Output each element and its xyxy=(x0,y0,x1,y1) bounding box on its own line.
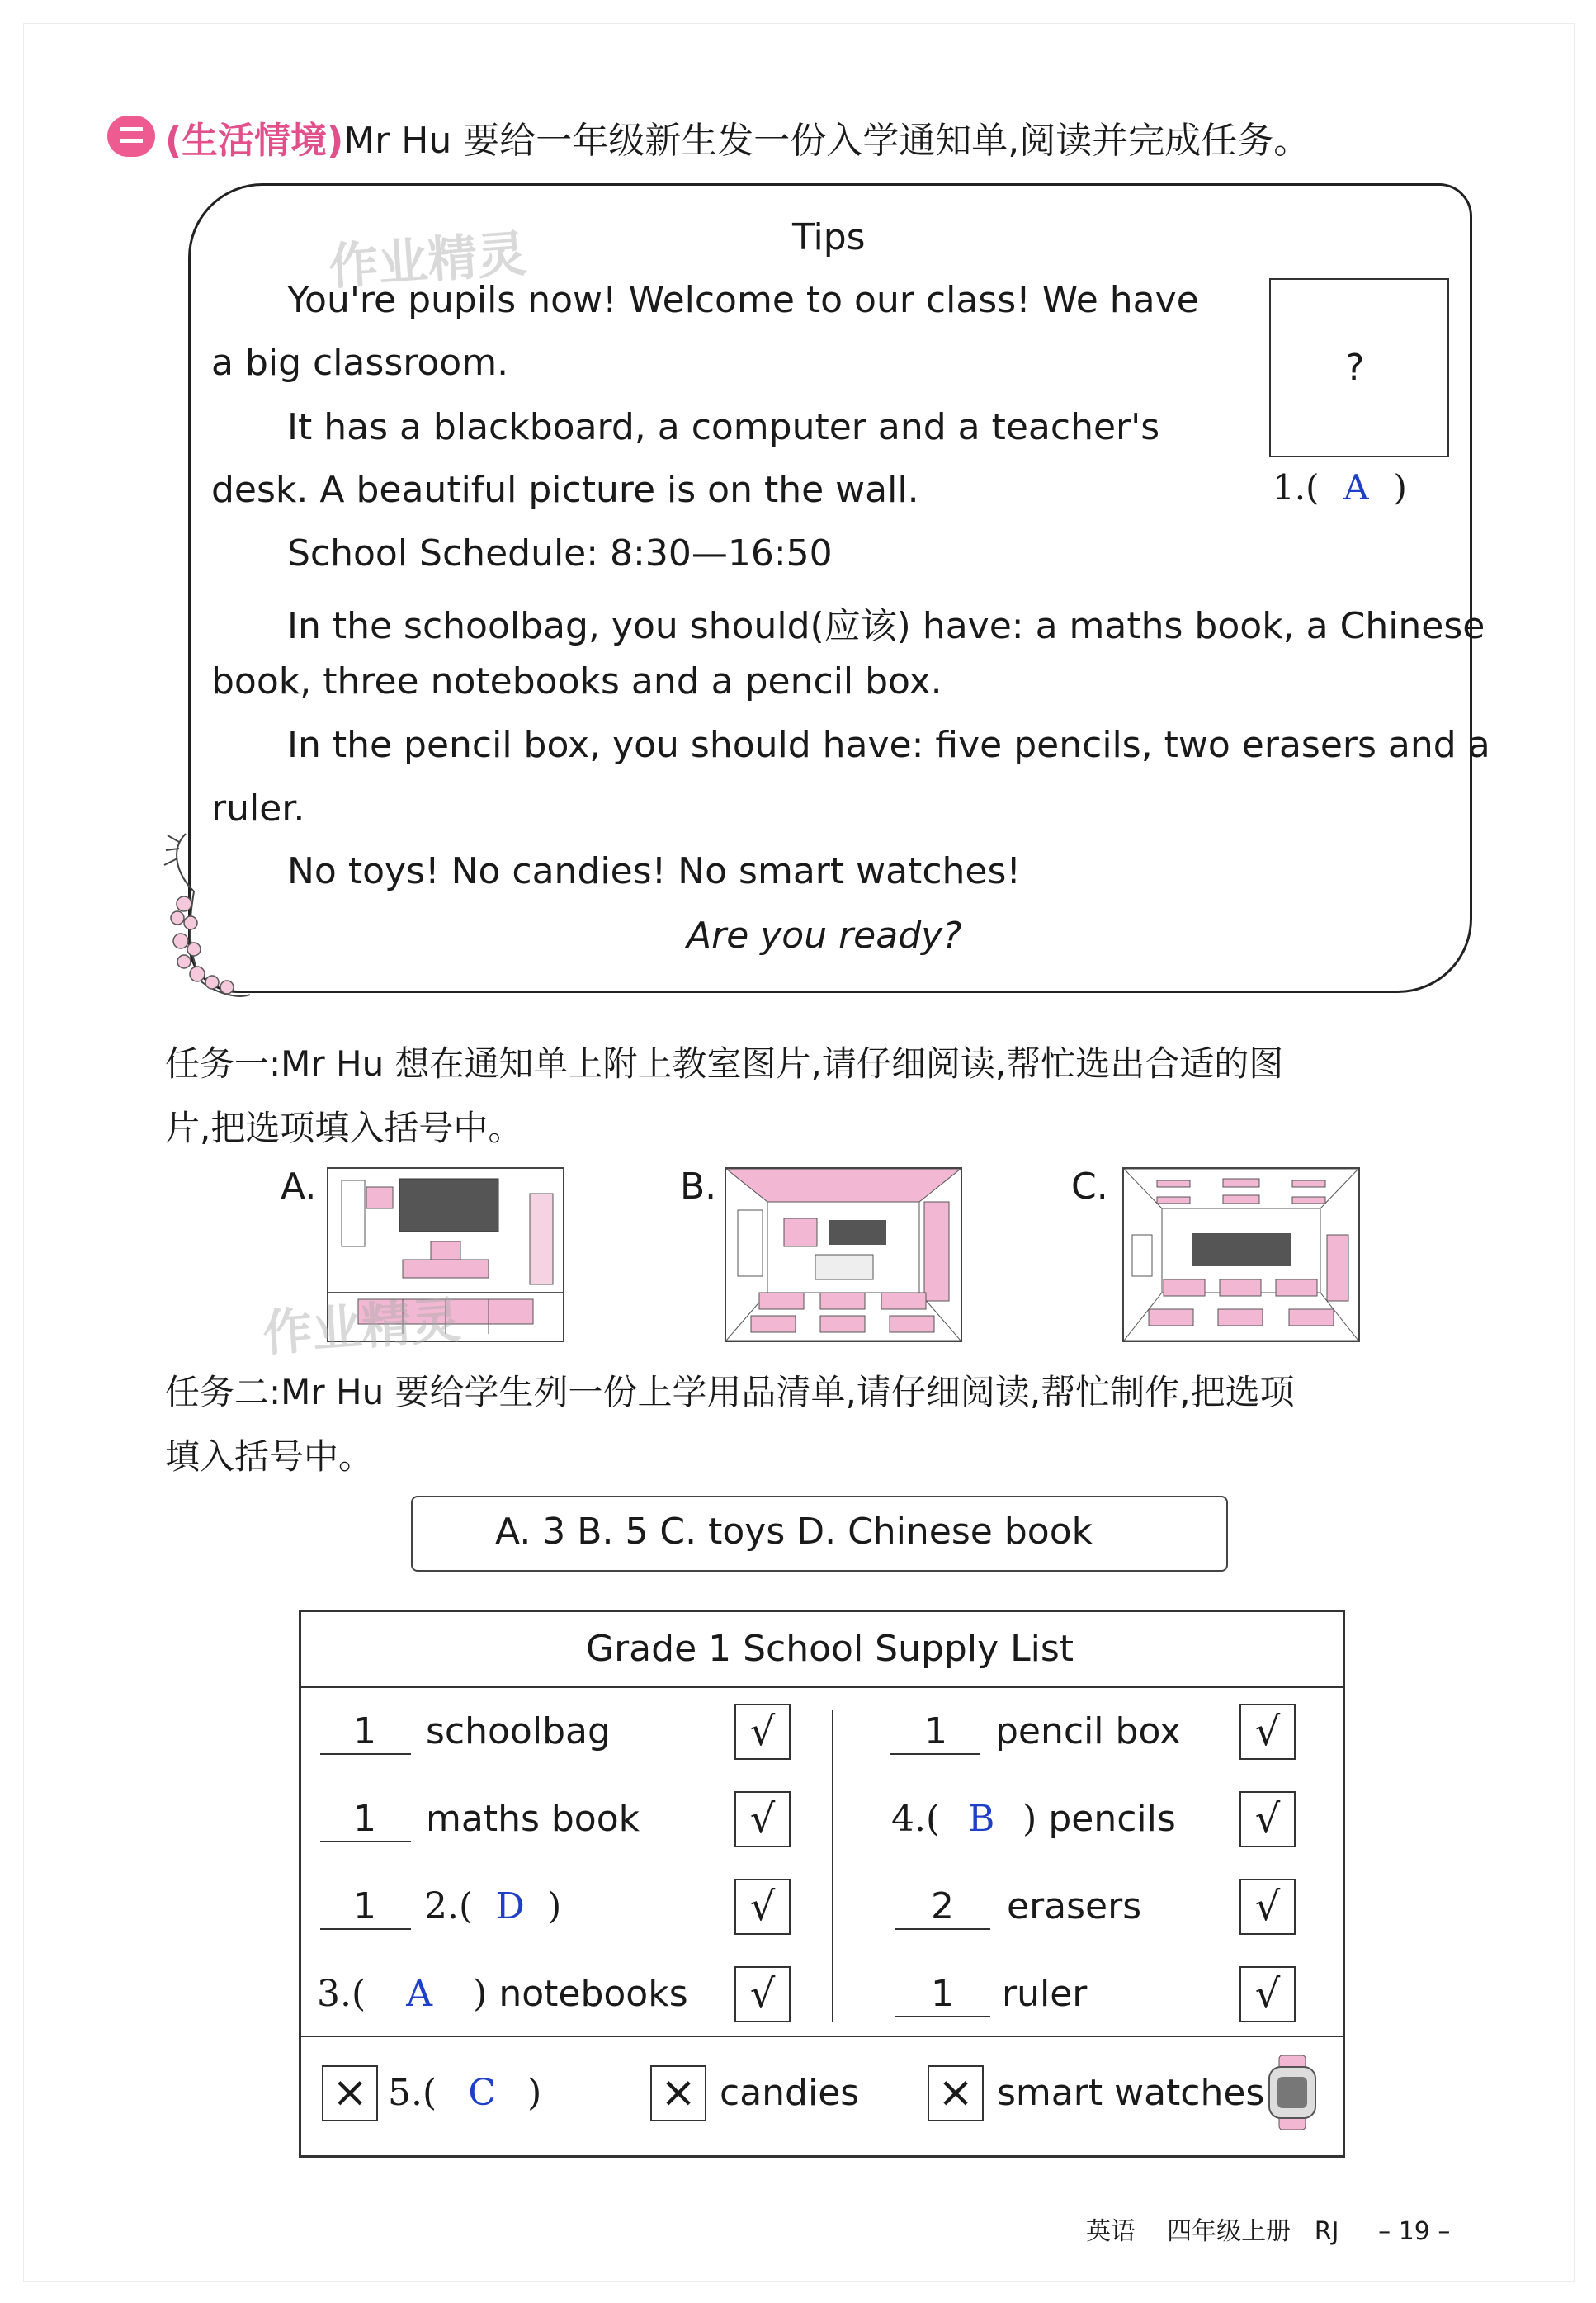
question-2-close: ) xyxy=(547,1885,562,1927)
smart-watch-icon xyxy=(1263,2055,1322,2130)
left-row-2-item: maths book xyxy=(426,1798,640,1840)
left-row-1-check[interactable]: √ xyxy=(734,1704,791,1760)
task-1-line-2: 片,把选项填入括号中。 xyxy=(165,1108,523,1148)
watermark-middle: 作业精灵 xyxy=(261,1291,463,1364)
question-5-answer: C xyxy=(468,2072,496,2114)
right-row-2-item: pencils xyxy=(1048,1798,1176,1840)
question-3 xyxy=(317,1973,688,2015)
left-row-2-qty: 1 xyxy=(353,1798,376,1840)
question-2-answer: D xyxy=(495,1885,525,1927)
right-row-3-qty: 2 xyxy=(931,1885,954,1927)
classroom-picture-c[interactable] xyxy=(1122,1167,1360,1342)
left-row-3-underline xyxy=(320,1928,411,1930)
bottom-cross-3[interactable]: × xyxy=(928,2065,984,2121)
task-2-line-1: 任务二:Mr Hu 要给学生列一份上学用品清单,请仔细阅读,帮忙制作,把选项 xyxy=(165,1372,1295,1412)
column-divider xyxy=(832,1710,833,2022)
tips-line-5: School Schedule: 8:30—16:50 xyxy=(287,532,833,575)
left-row-1-item: schoolbag xyxy=(426,1710,611,1752)
section-two-badge xyxy=(107,116,155,157)
tips-line-6: In the schoolbag, you should(应该) have: a maths book, a Chinese xyxy=(287,605,1485,647)
title-divider xyxy=(299,1686,1345,1688)
question-5-close: ) xyxy=(527,2072,542,2114)
bottom-cross-1[interactable]: × xyxy=(322,2065,378,2121)
left-row-3-check[interactable]: √ xyxy=(734,1879,791,1935)
bottom-cross-2[interactable]: × xyxy=(650,2065,706,2121)
picture-placeholder-mark: ? xyxy=(1345,347,1365,389)
section-tag: (生活情境) xyxy=(165,120,344,162)
right-row-1-item: pencil box xyxy=(995,1710,1182,1752)
left-row-4-check[interactable]: √ xyxy=(734,1966,791,2022)
left-row-2-underline xyxy=(320,1841,411,1842)
footer-subject: 英语 xyxy=(1086,2217,1136,2246)
right-row-3-underline xyxy=(895,1928,990,1930)
tips-line-3: It has a blackboard, a computer and a teacher's xyxy=(287,406,1160,448)
choices-text: A. 3 B. 5 C. toys D. Chinese book xyxy=(495,1511,1093,1553)
tips-line-1: You're pupils now! Welcome to our class! We have xyxy=(287,279,1199,321)
question-3-answer: A xyxy=(406,1973,433,2015)
question-4-label: 4.( xyxy=(891,1798,941,1840)
right-row-3-check[interactable]: √ xyxy=(1239,1879,1296,1935)
footer-grade: 四年级上册 xyxy=(1167,2217,1291,2246)
right-row-4-qty: 1 xyxy=(931,1973,954,2015)
instruction-text: Mr Hu 要给一年级新生发一份入学通知单,阅读并完成任务。 xyxy=(343,120,1310,162)
right-row-2-check[interactable]: √ xyxy=(1239,1791,1296,1847)
tips-title: Tips xyxy=(792,216,866,258)
page-footer xyxy=(1086,2211,1450,2247)
tips-line-10: No toys! No candies! No smart watches! xyxy=(287,850,1022,892)
footer-edition: RJ xyxy=(1314,2217,1339,2246)
tips-line-4: desk. A beautiful picture is on the wall. xyxy=(211,469,919,511)
task-1-line-1: 任务一:Mr Hu 想在通知单上附上教室图片,请仔细阅读,帮忙选出合适的图 xyxy=(165,1043,1284,1084)
tips-line-2: a big classroom. xyxy=(211,342,509,384)
right-row-4-check[interactable]: √ xyxy=(1239,1966,1296,2022)
flower-decoration-icon xyxy=(161,825,252,1007)
bottom-row-divider xyxy=(299,2036,1345,2037)
supply-list-title: Grade 1 School Supply List xyxy=(586,1628,1074,1670)
question-1-label: 1.( xyxy=(1273,467,1320,508)
question-1-close: ) xyxy=(1393,467,1407,508)
right-row-4-underline xyxy=(895,2016,990,2017)
option-c-label: C. xyxy=(1071,1166,1108,1208)
tips-line-8: In the pencil box, you should have: five pencils, two erasers and a xyxy=(287,724,1490,766)
question-3-close: ) xyxy=(473,1973,488,2015)
section-instruction xyxy=(165,111,1310,163)
left-row-1-underline xyxy=(320,1753,411,1755)
classroom-picture-b[interactable] xyxy=(725,1167,962,1342)
bottom-item-smart-watches: smart watches xyxy=(997,2072,1265,2114)
question-4 xyxy=(891,1798,1176,1840)
question-4-close: ) xyxy=(1022,1798,1037,1840)
watermark-top: 作业精灵 xyxy=(327,225,529,297)
task-2-line-2: 填入括号中。 xyxy=(165,1436,374,1477)
right-row-1-qty: 1 xyxy=(924,1710,947,1752)
tips-line-11: Are you ready? xyxy=(687,915,962,957)
question-3-label: 3.( xyxy=(317,1973,366,2015)
option-b-label: B. xyxy=(680,1166,717,1208)
tips-line-7: book, three notebooks and a pencil box. xyxy=(211,660,942,702)
left-row-2-check[interactable]: √ xyxy=(734,1791,791,1847)
left-row-3-qty: 1 xyxy=(353,1885,376,1927)
question-2-label: 2.( xyxy=(424,1885,474,1927)
right-row-1-check[interactable]: √ xyxy=(1239,1704,1296,1760)
right-row-3-item: erasers xyxy=(1007,1885,1142,1927)
question-4-answer: B xyxy=(967,1798,995,1840)
question-1-answer: A xyxy=(1343,467,1369,508)
left-row-1-qty: 1 xyxy=(353,1710,376,1752)
question-5-label: 5.( xyxy=(388,2072,437,2114)
right-row-1-underline xyxy=(890,1753,980,1755)
page-number: – 19 – xyxy=(1378,2217,1451,2246)
option-a-label: A. xyxy=(281,1166,317,1208)
question-5 xyxy=(388,2072,541,2114)
question-1 xyxy=(1273,467,1407,508)
bottom-item-candies: candies xyxy=(720,2072,860,2114)
tips-line-9: ruler. xyxy=(211,787,305,830)
right-row-4-item: ruler xyxy=(1002,1973,1088,2015)
question-2 xyxy=(424,1885,561,1927)
left-row-4-item: notebooks xyxy=(498,1973,688,2015)
